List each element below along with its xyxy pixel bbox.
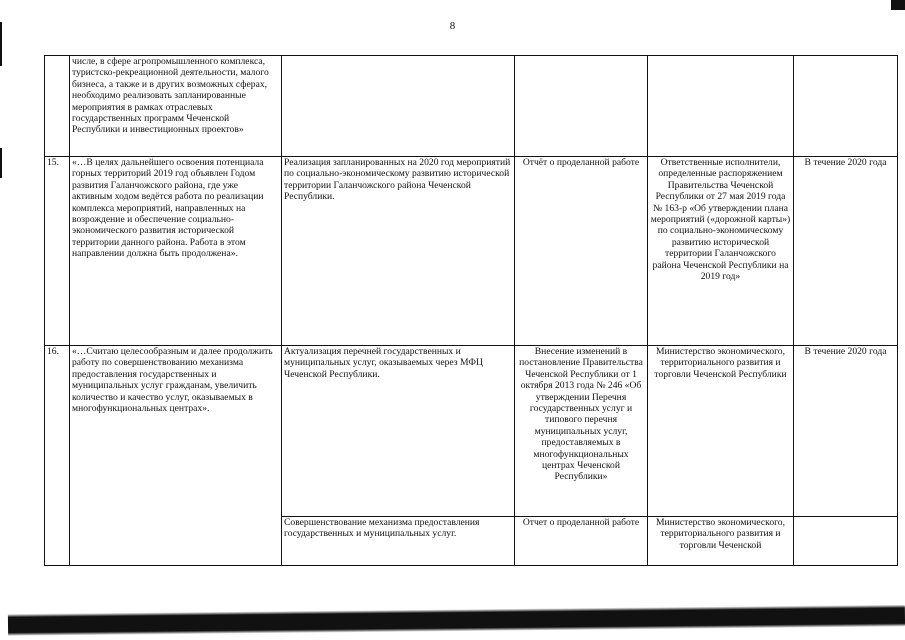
measure-cell: Реализация запланированных на 2020 год мероприятий по социально-экономическому развитию исторической территории Галанчожского района Чеченской Республики.: [282, 157, 515, 346]
quote-cell: «…В целях дальнейшего освоения потенциала горных территорий 2019 год объявлен Годом развития Галанчожского района, где уже активным ходом ведётся работа по реализации комплекса мероприятий, направленных на возрождение и обеспечение социально-экономического развития исторической территории данного района. Работа в этом направлении должна быть продолжена».: [70, 157, 282, 346]
measure-cell: Актуализация перечней государственных и муниципальных услуг, оказываемых через МФЦ Чеченской Республики.: [282, 346, 515, 517]
result-cell: [515, 56, 648, 157]
scan-artifact-left-top: [0, 22, 2, 66]
executor-cell: Министерство экономического, территориального развития и торговли Чеченской Республики: [648, 346, 794, 517]
quote-cell: числе, в сфере агропромышленного комплекса, туристско-рекреационной деятельности, малого бизнеса, а также и в других возможных сферах, необходимо реализовать запланированные мероприятия в рамках отраслевых государственных программ Чеченской Республики и инвестиционных проектов»: [70, 56, 282, 157]
scan-artifact-bottom-bar: [8, 605, 905, 636]
row-number-cell: 16.: [45, 346, 70, 566]
result-cell: Внесение изменений в постановление Правительства Чеченской Республики от 1 октября 2013 года № 246 «Об утверждении Перечня государственных услуг и типового перечня муниципальных услуг, предоставляемых в многофункциональных центрах Чеченской Республики»: [515, 346, 648, 517]
executor-cell: Ответственные исполнители, определенные распоряжением Правительства Чеченской Республики от 27 мая 2019 года № 163-р «Об утверждении плана мероприятий («дорожной карты») по социально-экономическому развитию исторической территории Галанчожского района Чеченской Республики на 2019 год»: [648, 157, 794, 346]
measure-cell: [282, 56, 515, 157]
quote-cell: «…Считаю целесообразным и далее продолжить работу по совершенствованию механизма предоставления государственных и муниципальных услуг гражданам, увеличить количество и качество услуг, оказываемых в многофункциональных центрах».: [70, 346, 282, 566]
executor-cell: Министерство экономического, территориального развития и торговли Чеченской: [648, 517, 794, 566]
deadline-cell: В течение 2020 года: [794, 346, 898, 517]
row-number-cell: 15.: [45, 157, 70, 346]
table-row: [45, 56, 898, 157]
page-number: 8: [449, 20, 456, 32]
document-table: [44, 55, 898, 566]
deadline-cell: [794, 517, 898, 566]
scan-artifact-right-top: [891, 0, 905, 10]
table-row: [45, 346, 898, 517]
scan-artifact-left-middle: [0, 148, 2, 178]
deadline-cell: В течение 2020 года: [794, 157, 898, 346]
result-cell: Отчёт о проделанной работе: [515, 157, 648, 346]
result-cell: Отчет о проделанной работе: [515, 517, 648, 566]
table-row: [45, 157, 898, 346]
executor-cell: [648, 56, 794, 157]
row-number-cell: [45, 56, 70, 157]
deadline-cell: [794, 56, 898, 157]
measure-cell: Совершенствование механизма предоставления государственных и муниципальных услуг.: [282, 517, 515, 566]
